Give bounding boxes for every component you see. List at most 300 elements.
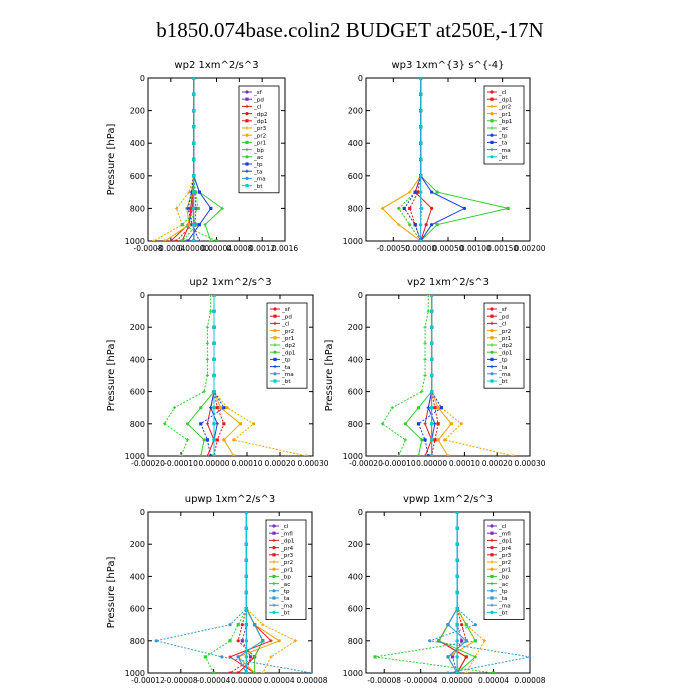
y-tick-label: 200	[129, 323, 145, 333]
data-point	[192, 239, 195, 242]
data-point	[430, 438, 433, 441]
data-point	[252, 422, 255, 425]
data-point	[430, 390, 433, 393]
x-tick-label: 0.00050	[432, 244, 464, 253]
data-point	[245, 575, 248, 578]
data-point	[212, 358, 215, 361]
x-tick-label: 0.00004	[478, 676, 510, 685]
data-point	[417, 454, 420, 457]
legend-entry: _bt	[254, 183, 263, 190]
data-point	[237, 671, 240, 674]
data-point	[216, 406, 219, 409]
x-tick-label: 0.00100	[459, 244, 491, 253]
x-tick-label: 0.00000	[416, 459, 448, 468]
legend-marker	[273, 329, 276, 332]
data-point	[430, 422, 433, 425]
legend-entry: _ta	[499, 596, 508, 603]
x-tick-label: 0.00004	[200, 244, 233, 253]
data-point	[492, 671, 495, 674]
legend-entry: _bp	[281, 574, 291, 581]
legend-marker	[490, 589, 493, 592]
data-point	[155, 639, 158, 642]
data-point	[192, 109, 195, 112]
data-point	[192, 191, 195, 194]
y-tick-label: 600	[347, 604, 363, 614]
data-point	[460, 623, 463, 626]
data-point	[414, 223, 417, 226]
legend-entry: _pd	[282, 314, 292, 321]
data-point	[197, 207, 200, 210]
legend-marker	[273, 358, 276, 361]
x-tick-label: 0.00004	[263, 676, 295, 685]
legend-entry: _bp	[499, 574, 509, 581]
data-point	[206, 326, 209, 329]
y-tick-label: 400	[347, 355, 363, 365]
series-line-bp	[194, 78, 223, 241]
data-point	[456, 510, 459, 513]
legend-marker	[490, 611, 493, 614]
x-tick-label: 0.00030	[297, 459, 329, 468]
legend-marker	[490, 307, 493, 310]
legend-entry: _dp2	[254, 111, 268, 118]
data-point	[427, 310, 430, 313]
chart-title: upwp 1xm^2/s^3	[184, 494, 276, 505]
data-point	[460, 422, 463, 425]
legend-entry: _pr2	[499, 328, 512, 335]
y-tick-label: 600	[347, 171, 363, 181]
x-tick-label: -0.00010	[164, 459, 198, 468]
data-point	[446, 454, 449, 457]
data-point	[212, 438, 215, 441]
data-point	[164, 239, 167, 242]
data-point	[450, 422, 453, 425]
data-point	[216, 422, 219, 425]
legend-marker	[273, 336, 276, 339]
data-point	[245, 639, 248, 642]
legend-marker	[490, 134, 493, 137]
series-line-ac	[246, 512, 262, 673]
data-point	[219, 406, 222, 409]
x-tick-label: -0.00010	[381, 459, 416, 468]
series-line-bp	[375, 512, 493, 673]
legend-entry: _cl	[499, 321, 507, 328]
legend-entry: _bt	[282, 379, 291, 386]
legend-marker	[245, 112, 248, 115]
legend-marker	[272, 524, 275, 527]
data-point	[212, 310, 215, 313]
data-point	[446, 655, 449, 658]
data-point	[507, 207, 510, 210]
legend-entry: _dp1	[499, 350, 513, 357]
series-line-pr1	[182, 78, 216, 241]
legend-entry: _ta	[254, 169, 263, 176]
legend-marker	[245, 119, 248, 122]
chart-3	[324, 277, 546, 468]
legend-entry: _pr1	[499, 111, 512, 118]
legend-entry: _pr2	[254, 133, 267, 140]
y-tick-label: 1000	[342, 669, 363, 678]
data-point	[245, 559, 248, 562]
x-tick-label: 0.00008	[296, 676, 328, 685]
legend-marker	[490, 336, 493, 339]
data-point	[188, 223, 191, 226]
legend-entry: _ma	[499, 372, 511, 378]
legend-entry: _pr1	[282, 336, 295, 342]
data-point	[241, 623, 244, 626]
x-tick-label: 0.0008	[226, 244, 253, 253]
data-point	[192, 174, 195, 177]
data-point	[181, 223, 184, 226]
x-tick-label: 0.00010	[231, 459, 263, 468]
data-point	[206, 342, 209, 345]
y-tick-label: 200	[129, 106, 145, 116]
legend-entry: _pr4	[281, 545, 294, 552]
y-tick-label: 800	[129, 204, 145, 214]
y-tick-label: 400	[129, 355, 145, 365]
data-point	[212, 342, 215, 345]
data-point	[228, 623, 231, 626]
legend	[267, 303, 307, 388]
data-point	[423, 342, 426, 345]
y-tick-label: 0	[139, 74, 145, 83]
data-point	[430, 223, 433, 226]
legend-entry: _ta	[499, 140, 508, 147]
chart-2	[106, 277, 329, 468]
chart-5	[343, 494, 546, 685]
data-point	[430, 207, 433, 210]
data-point	[474, 623, 477, 626]
y-tick-label: 0	[357, 291, 363, 300]
legend-entry: _tp	[499, 589, 508, 595]
y-tick-label: 200	[347, 106, 363, 116]
chart-title: vp2 1xm^2/s^3	[407, 277, 489, 288]
data-point	[416, 191, 419, 194]
data-point	[204, 655, 207, 658]
legend-entry: _ta	[281, 596, 290, 603]
y-tick-label: 800	[347, 419, 363, 429]
y-tick-label: 1000	[342, 237, 363, 246]
legend-marker	[490, 112, 493, 115]
y-tick-label: 600	[129, 171, 145, 181]
data-point	[206, 454, 209, 457]
data-point	[430, 191, 433, 194]
x-tick-label: -0.00004	[403, 676, 438, 685]
legend-entry: _bt	[499, 379, 508, 386]
legend-entry: _bp1	[499, 119, 513, 125]
data-point	[212, 422, 215, 425]
series-group	[152, 76, 224, 242]
y-tick-label: 0	[357, 508, 363, 517]
x-tick-label: -0.00008	[163, 676, 198, 685]
data-point	[198, 239, 201, 242]
legend-entry: _ac	[499, 126, 509, 133]
data-point	[456, 639, 459, 642]
legend-entry: _pr1	[499, 567, 512, 574]
series-line-dp1	[405, 295, 431, 456]
x-tick-label: 0.00020	[481, 459, 513, 468]
data-point	[212, 374, 215, 377]
legend-marker	[490, 119, 493, 122]
y-axis-label: Pressure [hPa]	[106, 556, 117, 629]
legend-entry: _pr2	[499, 104, 512, 111]
y-axis-label: Pressure [hPa]	[324, 339, 335, 412]
legend-entry: _ma	[254, 176, 266, 183]
legend-marker	[490, 98, 493, 101]
legend-marker	[273, 379, 276, 382]
data-point	[425, 223, 428, 226]
legend-entry: _pd	[499, 314, 509, 321]
legend-entry: _tp	[281, 589, 290, 595]
data-point	[456, 591, 459, 594]
legend-marker	[245, 177, 248, 180]
series-line-bp	[205, 512, 246, 673]
x-tick-label: 0.00000	[178, 244, 210, 253]
data-point	[456, 543, 459, 546]
data-point	[465, 623, 468, 626]
legend-entry: _dp1	[254, 119, 268, 125]
y-tick-label: 400	[347, 572, 363, 582]
legend-marker	[272, 596, 275, 599]
data-point	[419, 223, 422, 226]
data-point	[192, 93, 195, 96]
legend-entry: _dp1	[499, 97, 513, 104]
data-point	[278, 639, 281, 642]
data-point	[427, 293, 430, 296]
legend-marker	[490, 546, 493, 549]
data-point	[186, 239, 189, 242]
x-tick-label: 0.00000	[405, 244, 437, 253]
x-tick-label: -0.00020	[349, 459, 383, 468]
x-tick-label: 0.00000	[198, 459, 230, 468]
data-point	[391, 406, 394, 409]
data-point	[451, 655, 454, 658]
data-point	[209, 293, 212, 296]
data-point	[446, 671, 449, 674]
data-point	[423, 438, 426, 441]
legend	[484, 303, 524, 388]
data-point	[245, 671, 248, 674]
legend-marker	[272, 589, 275, 592]
data-point	[417, 422, 420, 425]
legend-entry: _cl	[282, 321, 290, 328]
series-line-dp1	[410, 78, 421, 241]
x-tick-label: 0.0012	[249, 244, 276, 253]
data-point	[420, 438, 423, 441]
legend-marker	[490, 575, 493, 578]
legend-entry: _mfl	[499, 531, 511, 538]
legend-entry: _ta	[282, 364, 291, 371]
series-line-tp	[418, 295, 441, 456]
data-point	[186, 422, 189, 425]
x-tick-label: 0.00200	[514, 244, 546, 253]
y-tick-label: 0	[139, 291, 145, 300]
data-point	[237, 655, 240, 658]
data-point	[456, 655, 459, 658]
legend-marker	[272, 611, 275, 614]
legend-entry: _pr3	[254, 126, 267, 133]
chart-0	[106, 60, 298, 253]
legend	[266, 520, 306, 620]
data-point	[228, 671, 231, 674]
data-point	[417, 406, 420, 409]
data-point	[437, 406, 440, 409]
data-point	[437, 422, 440, 425]
data-point	[245, 655, 248, 658]
data-point	[310, 671, 313, 674]
y-tick-label: 800	[347, 204, 363, 214]
y-tick-label: 800	[129, 419, 145, 429]
data-point	[203, 438, 206, 441]
data-point	[419, 109, 422, 112]
legend-entry: _cl	[254, 104, 262, 111]
legend-entry: _ac	[499, 581, 509, 588]
y-tick-label: 200	[347, 323, 363, 333]
data-point	[419, 191, 422, 194]
legend-entry: _cl	[499, 524, 507, 531]
data-point	[216, 438, 219, 441]
data-point	[209, 207, 212, 210]
data-point	[179, 454, 182, 457]
legend-entry: _tp	[499, 133, 508, 140]
data-point	[465, 655, 468, 658]
legend-marker	[245, 98, 248, 101]
data-point	[220, 655, 223, 658]
series-line-pr2	[382, 78, 420, 241]
y-tick-label: 1000	[124, 452, 145, 461]
data-point	[226, 406, 229, 409]
legend-marker	[273, 372, 276, 375]
data-point	[403, 207, 406, 210]
data-point	[175, 239, 178, 242]
y-tick-label: 400	[129, 572, 145, 582]
data-point	[420, 207, 423, 210]
legend-entry: _dp1	[281, 538, 295, 545]
legend-entry: _bt	[281, 610, 290, 617]
data-point	[474, 639, 477, 642]
legend-entry: _tp	[282, 357, 291, 364]
y-tick-label: 800	[129, 636, 145, 646]
y-tick-label: 600	[129, 387, 145, 397]
data-point	[212, 390, 215, 393]
legend-entry: _pr2	[282, 328, 295, 335]
x-tick-label: -0.00008	[367, 676, 402, 685]
data-point	[261, 623, 264, 626]
data-point	[433, 406, 436, 409]
legend-entry: _tp	[499, 357, 508, 364]
series-line-tp	[188, 78, 211, 241]
data-point	[222, 438, 225, 441]
data-point	[241, 639, 244, 642]
data-point	[423, 454, 426, 457]
data-point	[460, 639, 463, 642]
data-point	[192, 158, 195, 161]
x-tick-label: 0.00008	[514, 676, 546, 685]
legend-entry: _pr2	[499, 560, 512, 567]
data-point	[430, 342, 433, 345]
y-tick-label: 800	[347, 636, 363, 646]
data-point	[419, 174, 422, 177]
data-point	[423, 326, 426, 329]
legend-entry: _ta	[499, 364, 508, 371]
data-point	[232, 438, 235, 441]
legend-entry: _sf	[282, 307, 290, 314]
legend-marker	[490, 329, 493, 332]
legend-entry: _tp	[254, 162, 263, 169]
data-point	[423, 374, 426, 377]
data-point	[428, 639, 431, 642]
legend-entry: _ma	[282, 372, 294, 378]
data-point	[206, 422, 209, 425]
legend-entry: _ac	[281, 581, 291, 588]
data-point	[463, 207, 466, 210]
legend-marker	[245, 162, 248, 165]
data-point	[456, 623, 459, 626]
x-tick-label: 0.00030	[514, 459, 546, 468]
data-point	[437, 438, 440, 441]
data-point	[433, 422, 436, 425]
legend-marker	[272, 532, 275, 535]
chart-1	[343, 60, 546, 253]
data-point	[419, 76, 422, 79]
data-point	[253, 623, 256, 626]
legend-marker	[245, 184, 248, 187]
x-tick-label: -0.0004	[156, 244, 186, 253]
data-point	[443, 438, 446, 441]
legend-entry: _sf	[499, 307, 507, 314]
data-point	[440, 406, 443, 409]
data-point	[433, 438, 436, 441]
legend-entry: _pr1	[499, 336, 512, 342]
series-line-tp	[421, 78, 465, 241]
legend-entry: _bt	[499, 610, 508, 617]
legend-marker	[490, 568, 493, 571]
legend-marker	[490, 553, 493, 556]
data-point	[419, 239, 422, 242]
data-point	[435, 191, 438, 194]
legend-marker	[245, 141, 248, 144]
data-point	[414, 191, 417, 194]
data-point	[419, 125, 422, 128]
y-tick-label: 1000	[342, 452, 363, 461]
legend-marker	[245, 155, 248, 158]
data-point	[423, 422, 426, 425]
data-point	[209, 310, 212, 313]
y-tick-label: 1000	[124, 237, 145, 246]
data-point	[404, 422, 407, 425]
legend-marker	[272, 575, 275, 578]
data-point	[419, 142, 422, 145]
legend-marker	[490, 315, 493, 318]
data-point	[199, 454, 202, 457]
data-point	[456, 559, 459, 562]
data-point	[430, 326, 433, 329]
data-point	[245, 607, 248, 610]
data-point	[192, 125, 195, 128]
legend-marker	[272, 553, 275, 556]
chart-title: vpwp 1xm^2/s^3	[402, 494, 494, 505]
data-point	[435, 223, 438, 226]
legend-marker	[490, 358, 493, 361]
data-point	[419, 93, 422, 96]
data-point	[206, 358, 209, 361]
data-point	[430, 454, 433, 457]
data-point	[212, 406, 215, 409]
x-tick-label: 0.00150	[487, 244, 519, 253]
legend-entry: _dp2	[282, 343, 296, 350]
data-point	[528, 655, 531, 658]
chart-title: wp2 1xm^2/s^3	[174, 60, 259, 71]
y-tick-label: 0	[139, 508, 145, 517]
